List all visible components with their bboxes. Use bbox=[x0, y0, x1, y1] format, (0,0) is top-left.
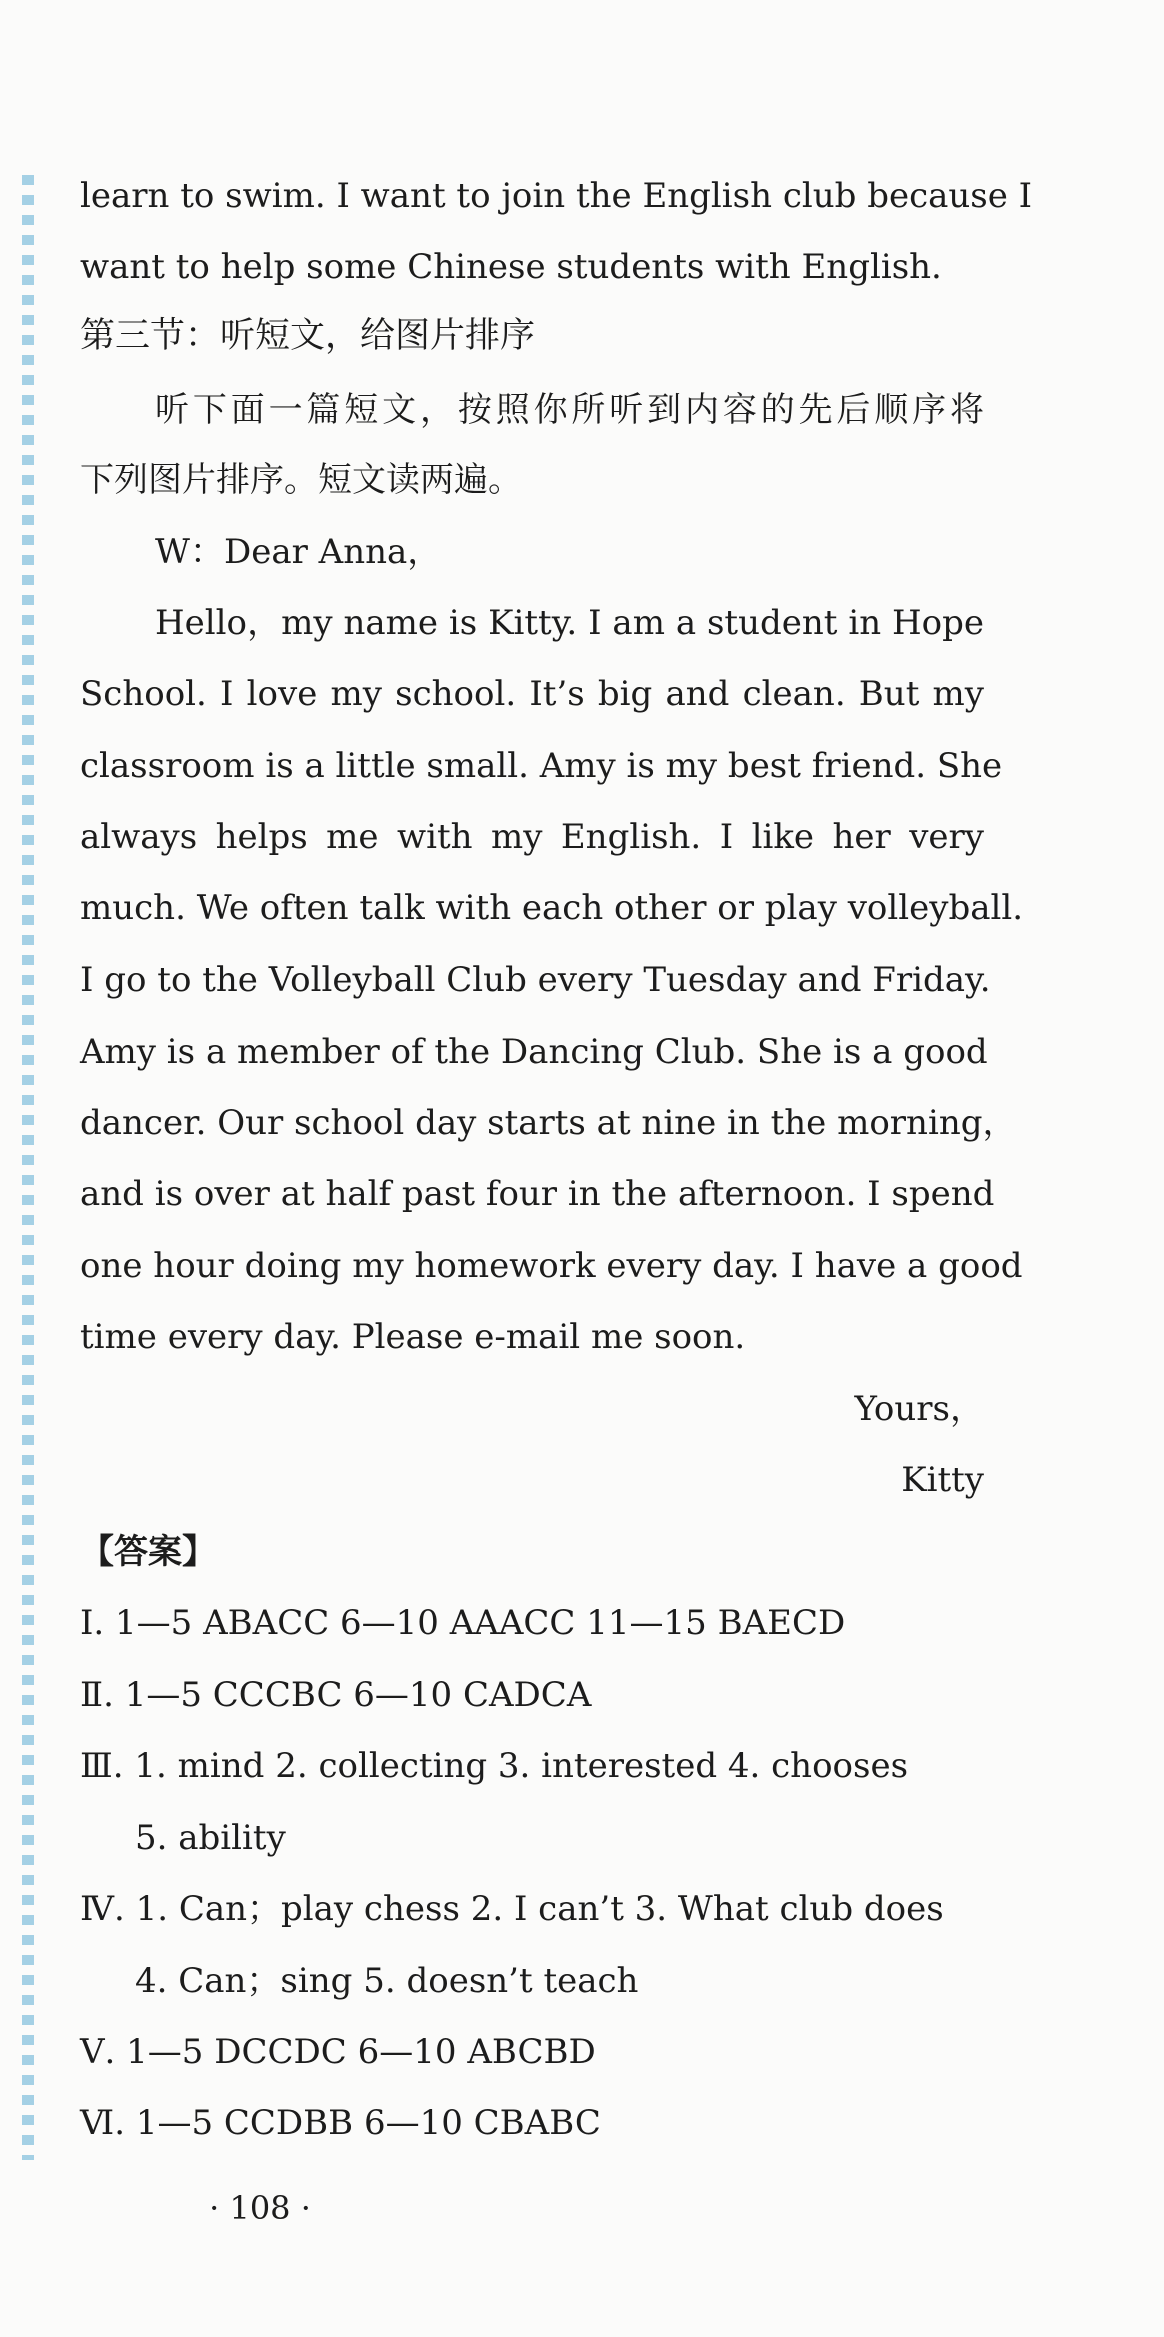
answer-line: 4. Can；sing 5. doesn’t teach bbox=[135, 1961, 639, 2001]
text-line: want to help some Chinese students with English. bbox=[80, 247, 942, 287]
answers-title: 【答案】 bbox=[80, 1532, 216, 1572]
letter-line: much. We often talk with each other or play volleyball. bbox=[80, 888, 1024, 928]
answer-line: Ⅴ. 1—5 DCCDC 6—10 ABCBD bbox=[80, 2032, 596, 2072]
letter-line: classroom is a little small. Amy is my best friend. She bbox=[80, 746, 1003, 786]
letter-line: one hour doing my homework every day. I have a good bbox=[80, 1246, 1023, 1286]
letter-line: Amy is a member of the Dancing Club. She is a good bbox=[80, 1032, 988, 1072]
answer-line: Ⅱ. 1—5 CCCBC 6—10 CADCA bbox=[80, 1675, 592, 1715]
instruction-line: 下列图片排序。短文读两遍。 bbox=[80, 460, 522, 500]
letter-line: dancer. Our school day starts at nine in the morning， bbox=[80, 1103, 1017, 1143]
binding-edge-decoration bbox=[22, 175, 34, 2160]
instruction-line: 听下面一篇短文，按照你所听到内容的先后顺序将 bbox=[155, 390, 984, 430]
section-title: 第三节：听短文，给图片排序 bbox=[80, 316, 536, 356]
answer-line: Ⅳ. 1. Can；play chess 2. I can’t 3. What club does bbox=[80, 1889, 944, 1929]
letter-line: I go to the Volleyball Club every Tuesday and Friday. bbox=[80, 960, 991, 1000]
letter-line: School. I love my school. It’s big and clean. But my bbox=[80, 674, 984, 714]
letter-line: time every day. Please e-mail me soon. bbox=[80, 1317, 746, 1357]
page-number: · 108 · bbox=[209, 2189, 311, 2227]
answer-line: Ⅲ. 1. mind 2. collecting 3. interested 4. chooses bbox=[80, 1746, 909, 1786]
letter-signature: Kitty bbox=[901, 1460, 984, 1500]
letter-closing: Yours， bbox=[854, 1389, 984, 1429]
letter-line: and is over at half past four in the afternoon. I spend bbox=[80, 1174, 995, 1214]
letter-line: always helps me with my English. I like her very bbox=[80, 817, 984, 857]
letter-line: Hello，my name is Kitty. I am a student in Hope bbox=[155, 603, 984, 643]
answer-line: Ⅵ. 1—5 CCDBB 6—10 CBABC bbox=[80, 2103, 601, 2143]
answer-line: Ⅰ. 1—5 ABACC 6—10 AAACC 11—15 BAECD bbox=[80, 1603, 846, 1643]
letter-greeting: W：Dear Anna， bbox=[155, 532, 442, 572]
answer-line: 5. ability bbox=[135, 1818, 286, 1858]
text-line: learn to swim. I want to join the English club because I bbox=[80, 176, 1033, 216]
